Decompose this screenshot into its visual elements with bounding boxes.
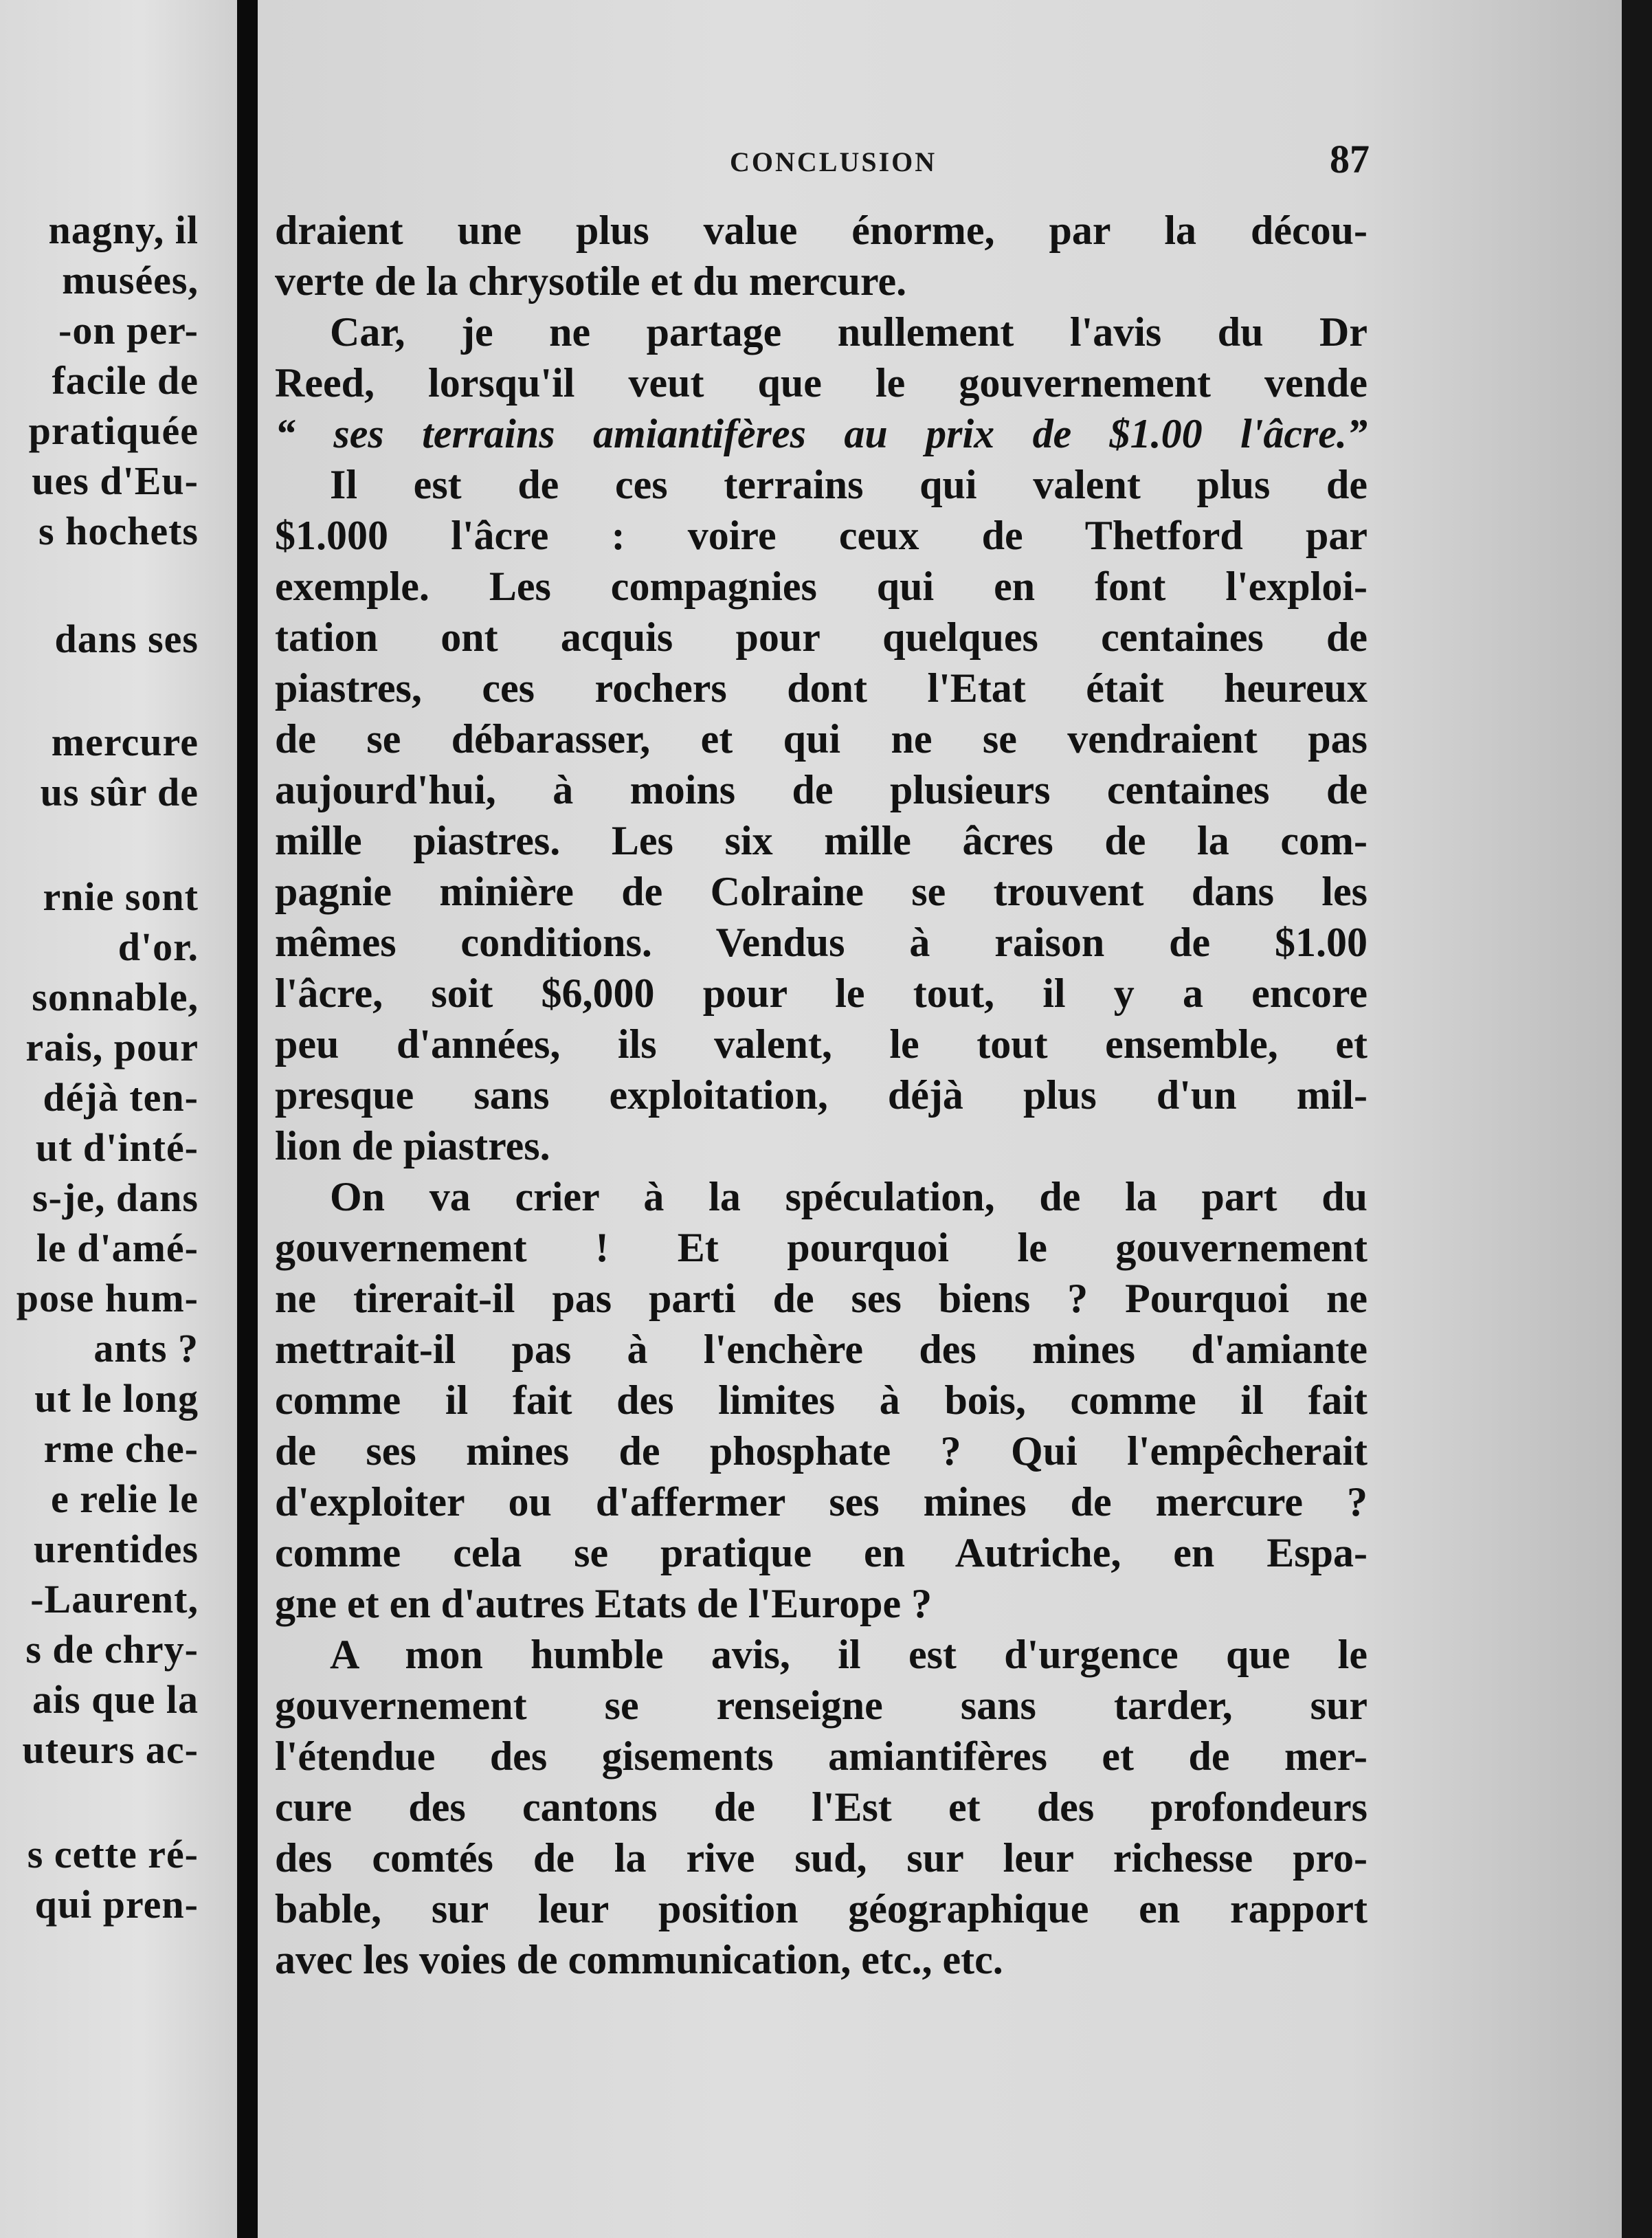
left-text-line: le d'amé-: [36, 1226, 199, 1270]
text-line: gouvernement se renseigne sans tarder, sur: [275, 1683, 1368, 1728]
book-gutter: [237, 0, 258, 2238]
text-line: avec les voies de communication, etc., etc.: [275, 1937, 1003, 1982]
text-line: exemple. Les compagnies qui en font l'exploi-: [275, 564, 1368, 609]
left-text-line: e relie le: [50, 1476, 199, 1521]
text-line: gouvernement ! Et pourquoi le gouvernement: [275, 1225, 1368, 1270]
text-line: $1.000 l'âcre : voire ceux de Thetford par: [275, 513, 1368, 558]
left-text-line: musées,: [62, 258, 199, 302]
text-line: des comtés de la rive sud, sur leur richesse pro-: [275, 1835, 1368, 1881]
text-line: lion de piastres.: [275, 1123, 550, 1168]
text-line: l'âcre, soit $6,000 pour le tout, il y a encore: [275, 971, 1368, 1016]
text-line: bable, sur leur position géographique en rapport: [275, 1886, 1368, 1931]
left-text-line: facile de: [52, 358, 199, 403]
left-text-line: ut le long: [34, 1376, 199, 1421]
running-header-title: CONCLUSION: [730, 146, 937, 177]
text-line: de se débarasser, et qui ne se vendraient pas: [275, 716, 1368, 762]
left-text-line: rnie sont: [43, 874, 199, 919]
left-text-line: rme che-: [43, 1426, 199, 1471]
left-text-line: pose hum-: [16, 1276, 199, 1320]
text-line: piastres, ces rochers dont l'Etat était heureux: [275, 665, 1368, 711]
left-text-line: ues d'Eu-: [32, 458, 199, 503]
left-text-line: s cette ré-: [27, 1832, 199, 1876]
left-page-fragment: [0, 0, 237, 2238]
text-line: Reed, lorsqu'il veut que le gouvernement vende: [275, 360, 1368, 406]
text-line: mêmes conditions. Vendus à raison de $1.00: [275, 920, 1368, 965]
text-line: l'étendue des gisements amiantifères et de mer-: [275, 1733, 1368, 1779]
text-line: pagnie minière de Colraine se trouvent dans les: [275, 869, 1368, 914]
text-line: On va crier à la spéculation, de la part du: [330, 1174, 1368, 1219]
left-text-line: qui pren-: [34, 1882, 199, 1927]
left-text-line: ais que la: [32, 1677, 199, 1722]
left-text-line: -Laurent,: [30, 1577, 199, 1621]
text-line: draient une plus value énorme, par la décou-: [275, 208, 1368, 253]
left-text-line: mercure: [51, 720, 199, 764]
left-text-line: -on per-: [58, 308, 199, 353]
text-line: comme il fait des limites à bois, comme il fait: [275, 1377, 1368, 1423]
text-line: A mon humble avis, il est d'urgence que le: [330, 1632, 1368, 1677]
text-line: gne et en d'autres Etats de l'Europe ?: [275, 1581, 933, 1626]
left-text-line: urentides: [34, 1527, 199, 1571]
text-line: mille piastres. Les six mille âcres de la com-: [275, 818, 1368, 863]
left-text-line: ut d'inté-: [35, 1125, 199, 1170]
text-line: presque sans exploitation, déjà plus d'un mil-: [275, 1072, 1368, 1118]
left-text-line: rais, pour: [25, 1025, 199, 1070]
left-text-line: ants ?: [93, 1326, 199, 1371]
text-line: ne tirerait-il pas parti de ses biens ? Pourquoi ne: [275, 1276, 1368, 1321]
text-line: de ses mines de phosphate ? Qui l'empêcherait: [275, 1428, 1368, 1474]
text-line: Car, je ne partage nullement l'avis du Dr: [330, 309, 1368, 355]
text-line: mettrait-il pas à l'enchère des mines d'amiante: [275, 1327, 1368, 1372]
left-text-line: d'or.: [118, 924, 199, 969]
text-line: aujourd'hui, à moins de plusieurs centaines de: [275, 767, 1368, 812]
text-line: Il est de ces terrains qui valent plus de: [330, 462, 1368, 507]
left-text-line: déjà ten-: [43, 1075, 199, 1120]
body-text: [275, 205, 1368, 1985]
text-line: cure des cantons de l'Est et des profondeurs: [275, 1784, 1368, 1830]
left-text-line: sonnable,: [32, 975, 199, 1019]
left-text-line: s-je, dans: [32, 1175, 199, 1220]
text-line: [275, 408, 1368, 459]
text-line: verte de la chrysotile et du mercure.: [275, 258, 907, 304]
left-text-line: nagny, il: [48, 208, 199, 252]
scan-dark-edge: [1622, 0, 1652, 2238]
left-text-line: uteurs ac-: [22, 1727, 199, 1772]
left-text-line: dans ses: [54, 617, 199, 661]
left-text-line: s de chry-: [25, 1627, 199, 1672]
text-line: tation ont acquis pour quelques centaines de: [275, 614, 1368, 660]
page-number: 87: [1330, 137, 1370, 181]
text-line: comme cela se pratique en Autriche, en Espa-: [275, 1530, 1368, 1575]
quoted-italic-text: “ ses terrains amiantifères au prix de $1.00 l'âcre.”: [275, 411, 1368, 456]
left-text-line: s hochets: [38, 509, 199, 553]
left-text-line: us sûr de: [40, 770, 199, 815]
text-line: d'exploiter ou d'affermer ses mines de mercure ?: [275, 1479, 1368, 1525]
left-text-line: pratiquée: [28, 408, 199, 453]
text-line: peu d'années, ils valent, le tout ensemble, et: [275, 1021, 1368, 1067]
